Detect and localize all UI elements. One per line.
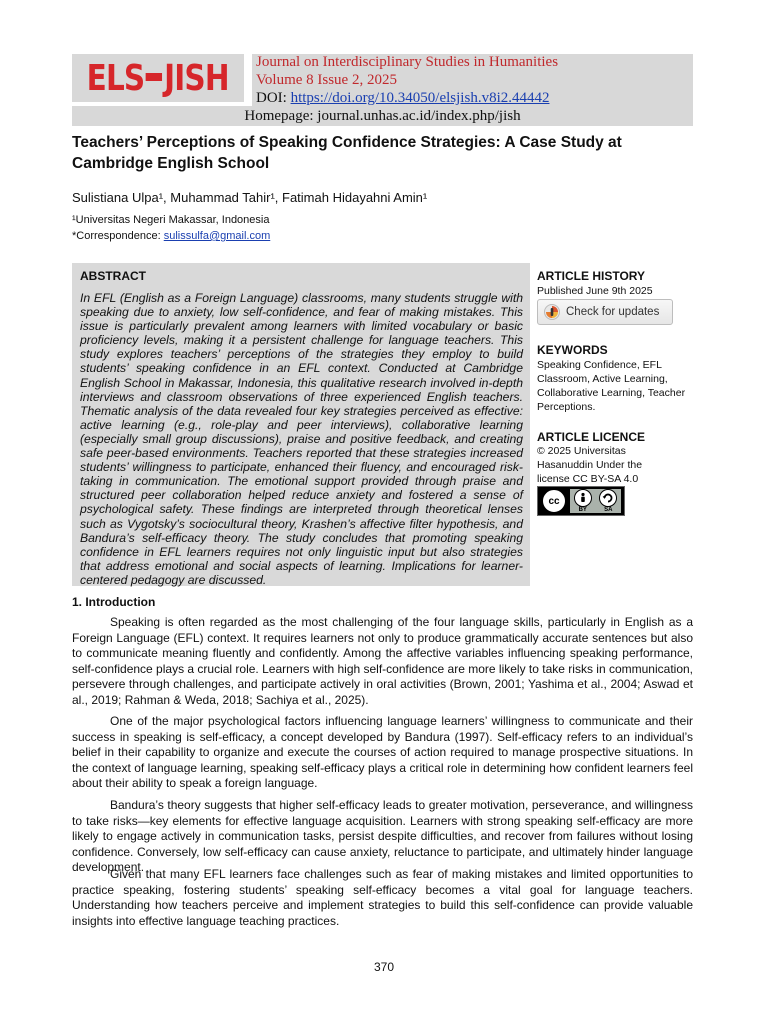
body-paragraph: Speaking is often regarded as the most challenging of the four language skills, particularly in English as a Foreign Language (EFL) context. It requires learners not only to produce grammatically accurate sentences but also to communicate meaning fluently and confidently. Among the affective variables influencing speaking performance, self-confidence plays a crucial role. Learners with high self-confidence are more likely to take risks in communication, persevere through challenges, and participate actively in oral activities (Brown, 2001; Yashima et al., 2004; Aswad et al., 2019; Rahman & Weda, 2018; Sachiya et al., 2025). [72,615,693,707]
cc-icon: cc [541,488,567,514]
licence-text: © 2025 Universitas Hasanuddin Under the license CC BY-SA 4.0 [537,445,643,485]
body-paragraph: Bandura’s theory suggests that higher self-efficacy leads to greater motivation, perseverance, and willingness to take risks—key elements for effective language acquisition. Learners with strong speaking self-efficacy are more likely to engage actively in communication tasks, persist despite difficulties, and recover from failures without losing confidence. Conversely, low self-efficacy can cause anxiety, reluctance to participate, and ultimately hinder language development. [72,798,693,874]
cc-by-label: BY [578,507,587,513]
share-alike-icon [599,489,617,507]
body-paragraph: One of the major psychological factors influencing language learners’ willingness to communicate and their success in speaking is self-efficacy, a concept developed by Bandura (1997). Self-efficacy refers to an individual’s belief in their capability to organize and execute the courses of action required to manage prospective situations. In the context of language learning, speaking self-efficacy plays a critical role in determining how confident learners feel about their ability to speak a foreign language. [72,714,693,790]
correspondence [72,228,270,244]
attribution-icon [574,489,592,507]
keywords-list: Speaking Confidence, EFL Classroom, Active Learning, Collaborative Learning, Teacher Perceptions. [537,359,686,413]
section-heading: 1. Introduction [72,595,156,609]
article-history-heading: ARTICLE HISTORY [537,269,646,283]
keywords-heading: KEYWORDS [537,343,608,357]
affiliation: ¹Universitas Negeri Makassar, Indonesia [72,214,270,226]
affiliation-block [72,212,270,244]
body-paragraph: Given that many EFL learners face challenges such as fear of making mistakes and limited opportunities to practice speaking, fostering students’ speaking self-efficacy becomes a vital goal for language teachers. Understanding how teachers perceive and implement strategies to build this self-confidence can provide valuable insights into effective language teaching practices. [72,867,693,928]
correspondence-email-link[interactable]: sulissulfa@gmail.com [163,230,271,242]
doi-link[interactable]: https://doi.org/10.34050/elsjish.v8i2.44442 [290,90,550,106]
check-for-updates-label: Check for updates [566,306,660,318]
article-title: Teachers’ Perceptions of Speaking Confidence Strategies: A Case Study at Cambridge English School [72,134,622,172]
published-date: Published June 9th 2025 [537,285,653,297]
cc-by-sa-badge[interactable] [537,486,625,516]
author-list: Sulistiana Ulpa¹, Muhammad Tahir¹, Fatimah Hidayahni Amin¹ [72,190,428,205]
homepage-bar: Homepage: journal.unhas.ac.id/index.php/jish [72,106,693,126]
cc-terms [570,489,621,513]
cc-sa-label: SA [604,507,613,513]
check-for-updates-button[interactable] [537,299,673,325]
abstract-heading: ABSTRACT [80,269,146,283]
page-number: 370 [373,960,395,974]
abstract-text: In EFL (English as a Foreign Language) classrooms, many students struggle with speaking due to anxiety, low self-confidence, and fear of making mistakes. This issue is particularly prevalent among learners with limited vocabulary or basic proficiency levels, making it a persistent challenge for language teachers. This study explores teachers’ perceptions of the strategies they employ to build students’ speaking confidence in an EFL context. Conducted at Cambridge English School in Makassar, Indonesia, this qualitative research involved in-depth interviews and classroom observations of three experienced English teachers. Thematic analysis of the data revealed four key strategies perceived as effective: active learning (e.g., role-play and peer interviews), collaborative learning (especially small group discussions), praise and positive feedback, and creating safe peer-based environments. Teachers reported that these strategies increased students’ willingness to participate, enhanced their fluency, and encouraged risk-taking in communication. The emotional support provided through praise and structured peer collaboration helped reduce anxiety and fostered a sense of psychological safety. These findings are interpreted through theoretical lenses such as Vygotsky’s sociocultural theory, Krashen’s affective filter hypothesis, and Bandura’s self-efficacy theory. The study concludes that promoting speaking confidence in EFL learners requires not only linguistic input but also strategies that address emotional and social aspects of learning. Implications for learner-centered pedagogy are discussed. [80,291,523,587]
crossmark-icon [544,304,560,320]
journal-logo [72,54,244,102]
logo-jish: JISH [164,57,230,99]
doi-label: DOI: [256,90,287,106]
logo-els: ELS [86,57,145,99]
journal-name: Journal on Interdisciplinary Studies in Humanities [256,54,559,70]
correspondence-label: *Correspondence: [72,230,164,242]
logo-dash [146,73,162,81]
article-licence-heading: ARTICLE LICENCE [537,430,645,444]
volume-issue: Volume 8 Issue 2, 2025 [256,72,397,88]
